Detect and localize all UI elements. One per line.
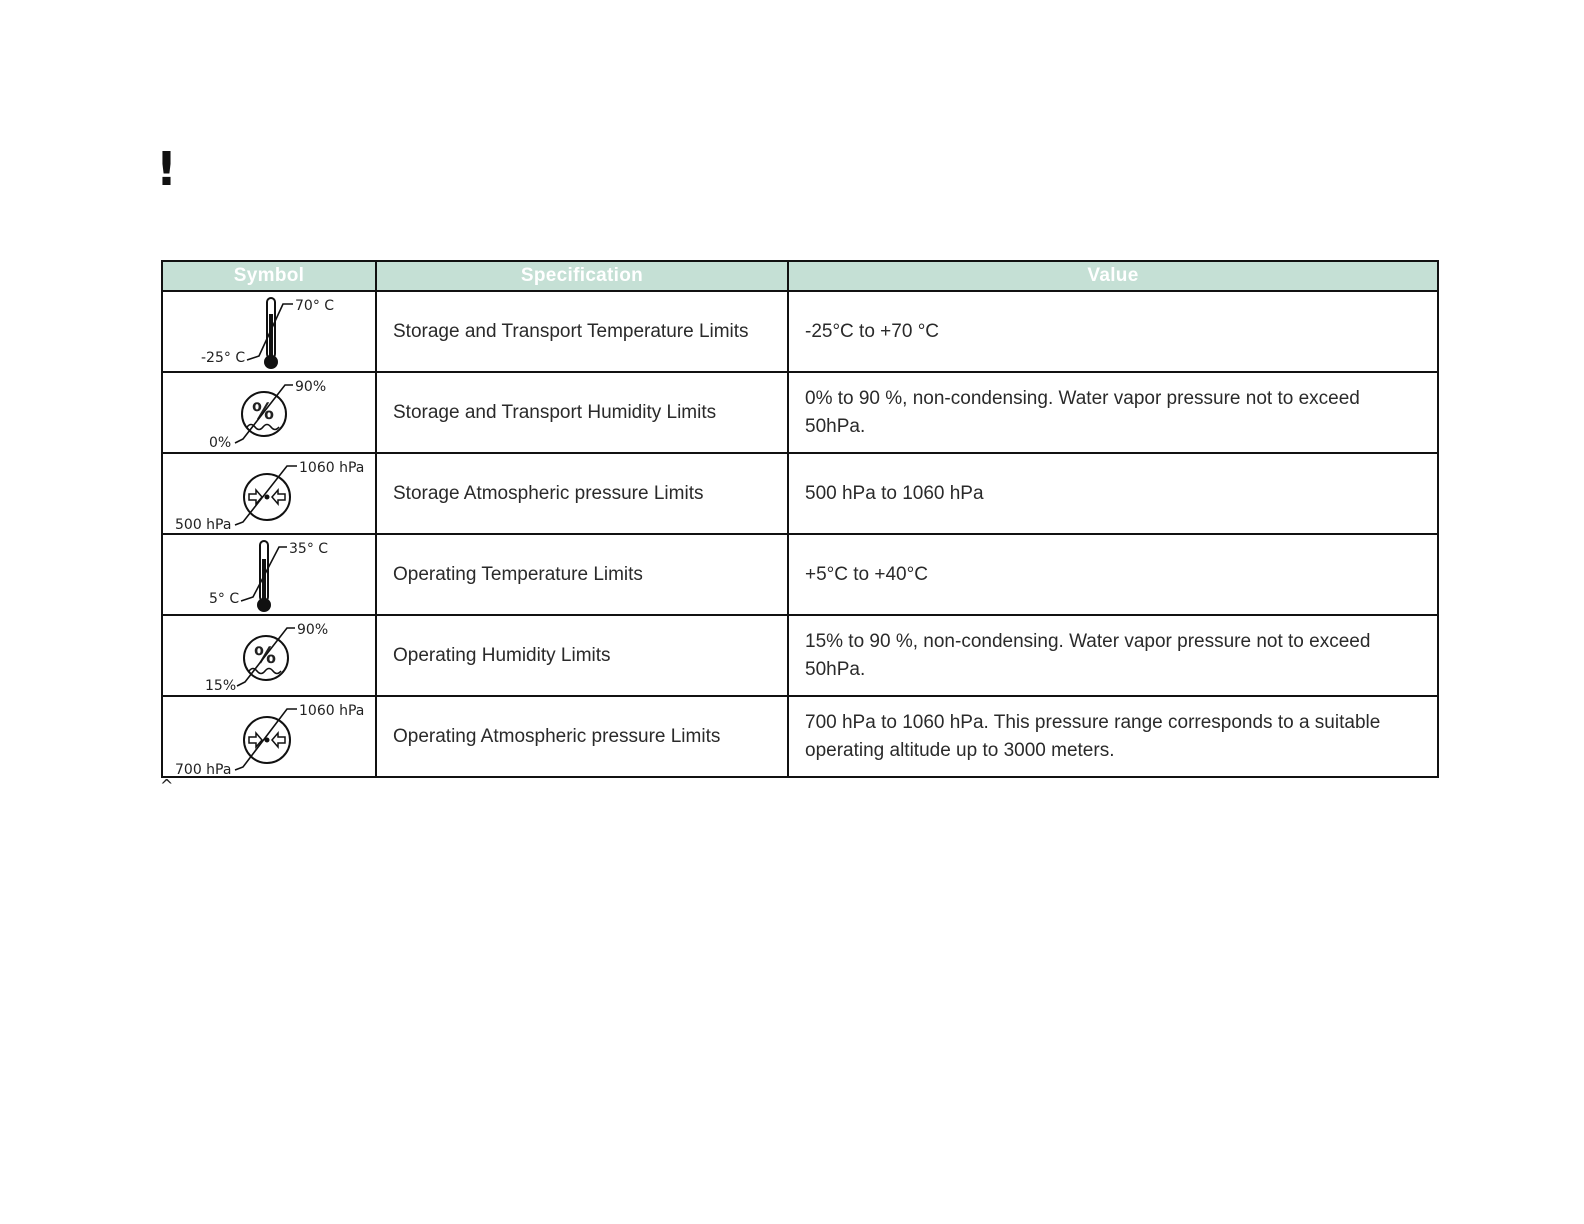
specification-cell: Storage Atmospheric pressure Limits xyxy=(376,453,788,534)
symbol-cell xyxy=(162,696,376,777)
table-header-row xyxy=(162,261,1438,291)
humidity-icon xyxy=(163,373,377,452)
svg-text:%: % xyxy=(254,644,277,669)
humidity-icon xyxy=(163,616,377,695)
table-row xyxy=(162,453,1438,534)
thermometer-icon xyxy=(163,535,377,614)
specifications-table xyxy=(161,260,1439,778)
svg-text:%: % xyxy=(252,400,275,425)
low-limit-label: 15% xyxy=(205,678,237,694)
table-row xyxy=(162,615,1438,696)
value-cell: -25°C to +70 °C xyxy=(788,291,1438,372)
symbol-cell xyxy=(162,615,376,696)
value-cell: +5°C to +40°C xyxy=(788,534,1438,615)
low-limit-label: 500 hPa xyxy=(175,517,232,533)
value-cell: 0% to 90 %, non-condensing. Water vapor pressure not to exceed 50hPa. xyxy=(788,372,1438,453)
high-limit-label: 1060 hPa xyxy=(299,460,365,476)
footnote-caret: ^ xyxy=(160,776,174,795)
atmospheric-pressure-icon xyxy=(163,454,377,533)
low-limit-label: -25° C xyxy=(201,350,246,366)
table-row xyxy=(162,372,1438,453)
table-row xyxy=(162,291,1438,372)
high-limit-label: 35° C xyxy=(289,541,329,557)
high-limit-label: 90% xyxy=(295,379,327,395)
value-cell: 15% to 90 %, non-condensing. Water vapor pressure not to exceed 50hPa. xyxy=(788,615,1438,696)
symbol-cell xyxy=(162,291,376,372)
header-specification: Specification xyxy=(376,261,788,291)
low-limit-label: 700 hPa xyxy=(175,762,232,776)
specification-cell: Storage and Transport Temperature Limits xyxy=(376,291,788,372)
value-cell: 500 hPa to 1060 hPa xyxy=(788,453,1438,534)
high-limit-label: 70° C xyxy=(295,298,335,314)
low-limit-label: 0% xyxy=(209,435,232,451)
symbol-cell xyxy=(162,534,376,615)
thermometer-icon xyxy=(163,292,377,371)
table-row xyxy=(162,534,1438,615)
header-symbol: Symbol xyxy=(162,261,376,291)
table-row xyxy=(162,696,1438,777)
low-limit-label: 5° C xyxy=(209,591,240,607)
header-value: Value xyxy=(788,261,1438,291)
high-limit-label: 90% xyxy=(297,622,329,638)
atmospheric-pressure-icon xyxy=(163,697,377,776)
symbol-cell xyxy=(162,453,376,534)
specification-cell: Storage and Transport Humidity Limits xyxy=(376,372,788,453)
specification-cell: Operating Temperature Limits xyxy=(376,534,788,615)
symbol-cell xyxy=(162,372,376,453)
specification-cell: Operating Humidity Limits xyxy=(376,615,788,696)
high-limit-label: 1060 hPa xyxy=(299,703,365,719)
value-cell: 700 hPa to 1060 hPa. This pressure range corresponds to a suitable operating altitude up to 3000 meters. xyxy=(788,696,1438,777)
exclamation-icon: ! xyxy=(156,142,177,196)
specification-cell: Operating Atmospheric pressure Limits xyxy=(376,696,788,777)
